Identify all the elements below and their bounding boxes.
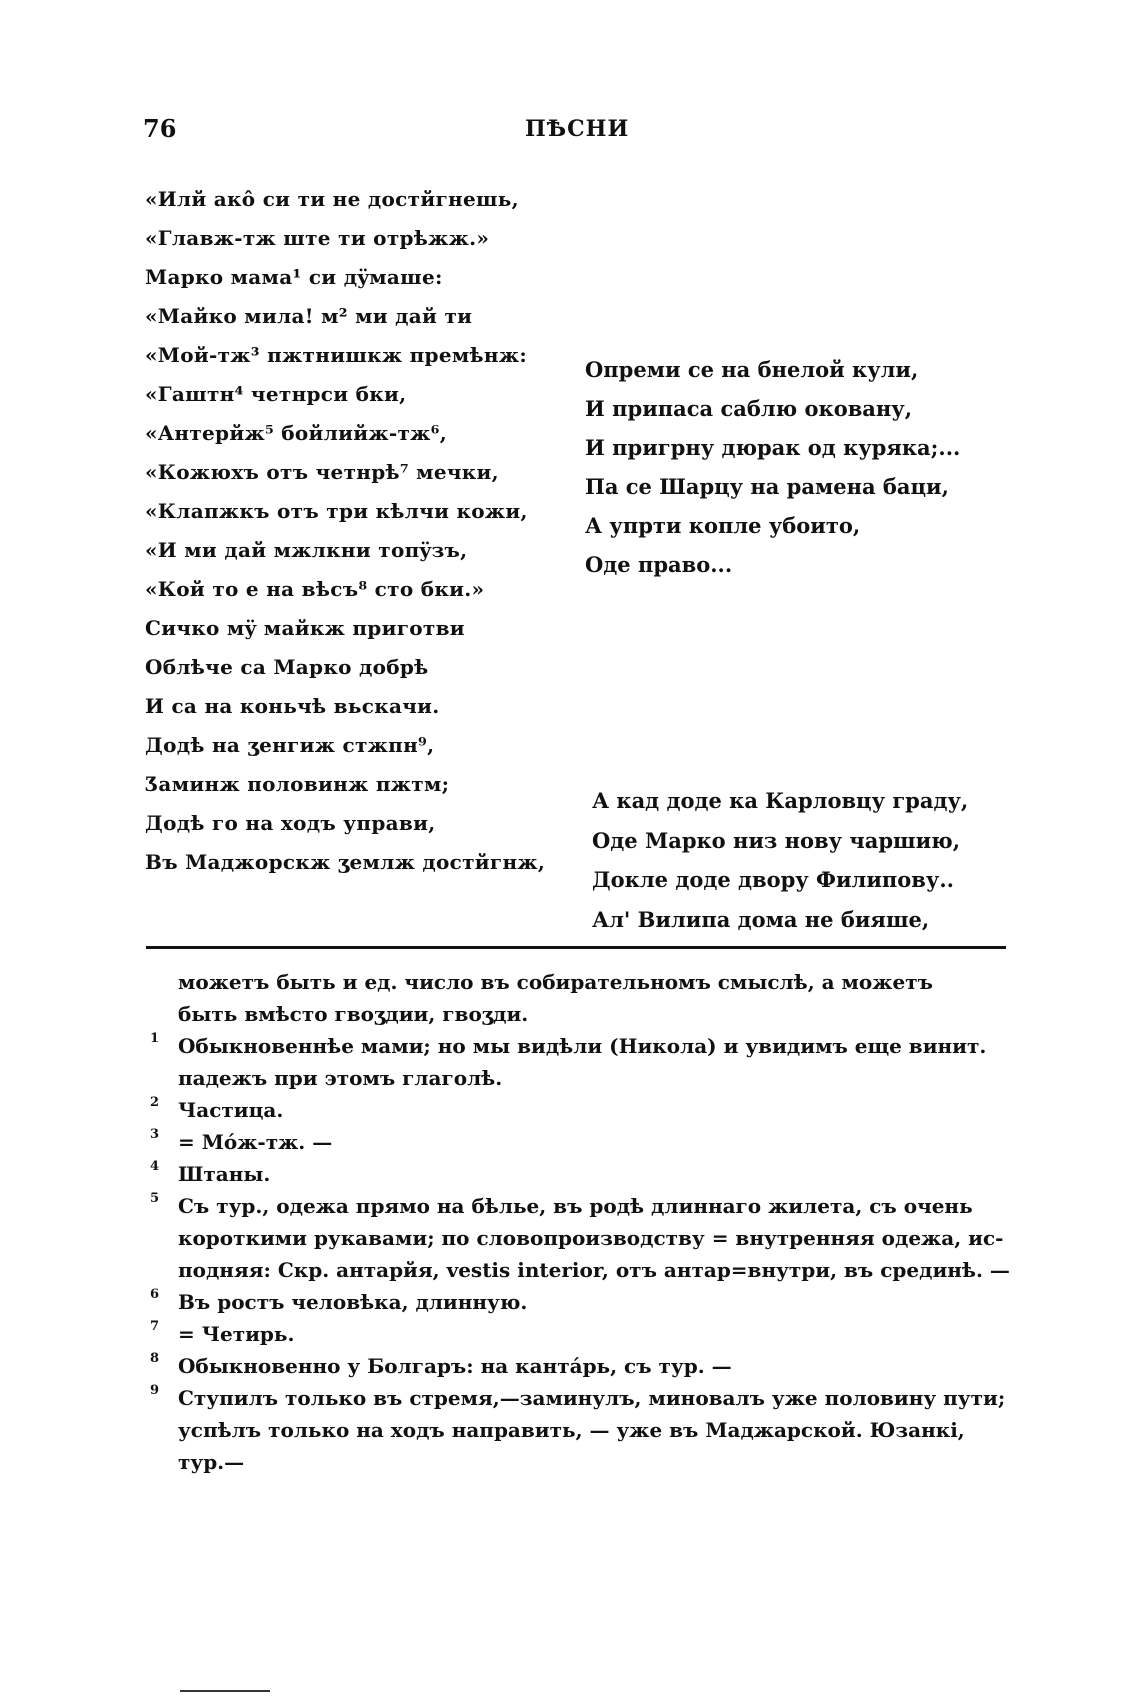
verse-line: Докле доде двору Филипову..	[592, 867, 954, 892]
verse-line: И са на коньчѣ вьскачи.	[145, 694, 440, 718]
footnote-number: 3	[150, 1127, 160, 1142]
footnote-line: короткими рукавами; по словопроизводству = внутренняя одежа, ис-	[178, 1226, 1004, 1250]
verse-line: И припаса саблю оковану,	[585, 396, 913, 421]
verse-right-column-top	[585, 350, 1025, 584]
footnote-line: = Четирь.	[178, 1322, 295, 1346]
footnote-line: падежъ при этомъ глаголѣ.	[178, 1066, 503, 1090]
footnote-3	[150, 1126, 1020, 1158]
footnote-number: 2	[150, 1095, 160, 1110]
verse-line: «Главж-тж ште ти отрѣжж.»	[145, 226, 490, 250]
footnote-line: Частица.	[178, 1098, 284, 1122]
footnote-line: Въ ростъ человѣка, длинную.	[178, 1290, 528, 1314]
footnote-9	[150, 1382, 1020, 1478]
verse-line: Па се Шарцу на рамена баци,	[585, 474, 949, 499]
footnote-2	[150, 1094, 1020, 1126]
footnote-line: Обыкновеннѣе мами; но мы видѣли (Никола) и увидимъ еще винит.	[178, 1034, 987, 1058]
verse-line: Оде право...	[585, 552, 733, 577]
verse-line: А кад доде ка Карловцу граду,	[592, 788, 969, 813]
bottom-ornament-rule	[180, 1690, 270, 1692]
footnote-4	[150, 1158, 1020, 1190]
footnote-number: 7	[150, 1319, 160, 1334]
footnote-number: 5	[150, 1191, 160, 1206]
verse-line: «Кожюхъ отъ четнрѣ⁷ мечки,	[145, 460, 499, 484]
verse-line: Ӡаминж половинж пжтм;	[145, 772, 450, 796]
verse-line: Опреми се на бнелой кули,	[585, 357, 919, 382]
verse-line: Въ Маджорскж ӡемлж достйгнж,	[145, 850, 546, 874]
footnote-line: быть вмѣсто гвоӡдии, гвоӡди.	[178, 1002, 529, 1026]
footnote-line: Штаны.	[178, 1162, 271, 1186]
footnote-number: 9	[150, 1383, 160, 1398]
footnote-line: Ступилъ только въ стремя,—заминулъ, миновалъ уже половину пути;	[178, 1386, 1006, 1410]
verse-line: «Илй акô си ти не достйгнешь,	[145, 187, 519, 211]
footnote-7	[150, 1318, 1020, 1350]
footnote-number: 4	[150, 1159, 160, 1174]
verse-line: «И ми дай мжлкни топÿзъ,	[145, 538, 468, 562]
verse-line: «Мой-тж³ пжтнишкж премѣнж:	[145, 343, 528, 367]
verse-line: И пригрну дюрак од куряка;...	[585, 435, 961, 460]
footnote-line: подняя: Скр. антарйя, vestis interior, отъ антар=внутри, въ срединѣ. —	[178, 1258, 1010, 1282]
verse-line: Облѣче са Марко добрѣ	[145, 655, 429, 679]
footnotes	[150, 966, 1020, 1478]
verse-line: «Кой то е на вѣсъ⁸ сто бки.»	[145, 577, 485, 601]
footnote-line: Съ тур., одежа прямо на бѣлье, въ родѣ длиннаго жилета, съ очень	[178, 1194, 973, 1218]
verse-line: «Антерйж⁵ бойлийж-тж⁶,	[145, 421, 447, 445]
footnote-line: успѣлъ только на ходъ направить, — уже въ Маджарской. Юзанкі,	[178, 1418, 965, 1442]
verse-line: Додѣ го на ходъ управи,	[145, 811, 436, 835]
footnote-number: 1	[150, 1031, 160, 1046]
verse-line: Ал' Вилипа дома не бияше,	[592, 906, 930, 932]
footnote-continuation	[150, 966, 1020, 1030]
verse-line: Сичко мÿ майкж приготви	[145, 616, 465, 640]
verse-line: Додѣ на ӡенгиж стжпн⁹,	[145, 733, 435, 757]
footnote-number: 8	[150, 1351, 160, 1366]
verse-line: А упрти копле убоито,	[585, 513, 861, 538]
verse-left-column	[145, 180, 565, 882]
running-head: ПѢСНИ	[525, 116, 630, 142]
footnote-1	[150, 1030, 1020, 1094]
verse-right-column-bottom	[592, 781, 1032, 939]
verse-line: «Клапжкъ отъ три кѣлчи кожи,	[145, 499, 528, 523]
footnote-divider	[146, 946, 1006, 949]
verse-line: «Майко мила! м² ми дай ти	[145, 304, 473, 328]
verse-line: Оде Марко низ нову чаршию,	[592, 827, 961, 853]
footnote-line: тур.—	[178, 1450, 245, 1474]
footnote-line: = Мóж-тж. —	[178, 1130, 333, 1154]
footnote-number: 6	[150, 1287, 160, 1302]
footnote-line: можетъ быть и ед. число въ собирательномъ смыслѣ, а можетъ	[178, 970, 933, 994]
page-number: 76	[143, 114, 177, 143]
footnote-line: Обыкновенно у Болгаръ: на кантáрь, съ тур. —	[178, 1354, 732, 1378]
verse-line: «Гаштн⁴ четнрси бки,	[145, 382, 407, 406]
footnote-6	[150, 1286, 1020, 1318]
verse-line: Марко мама¹ си дÿмаше:	[145, 265, 443, 289]
footnote-8	[150, 1350, 1020, 1382]
footnote-5	[150, 1190, 1020, 1286]
